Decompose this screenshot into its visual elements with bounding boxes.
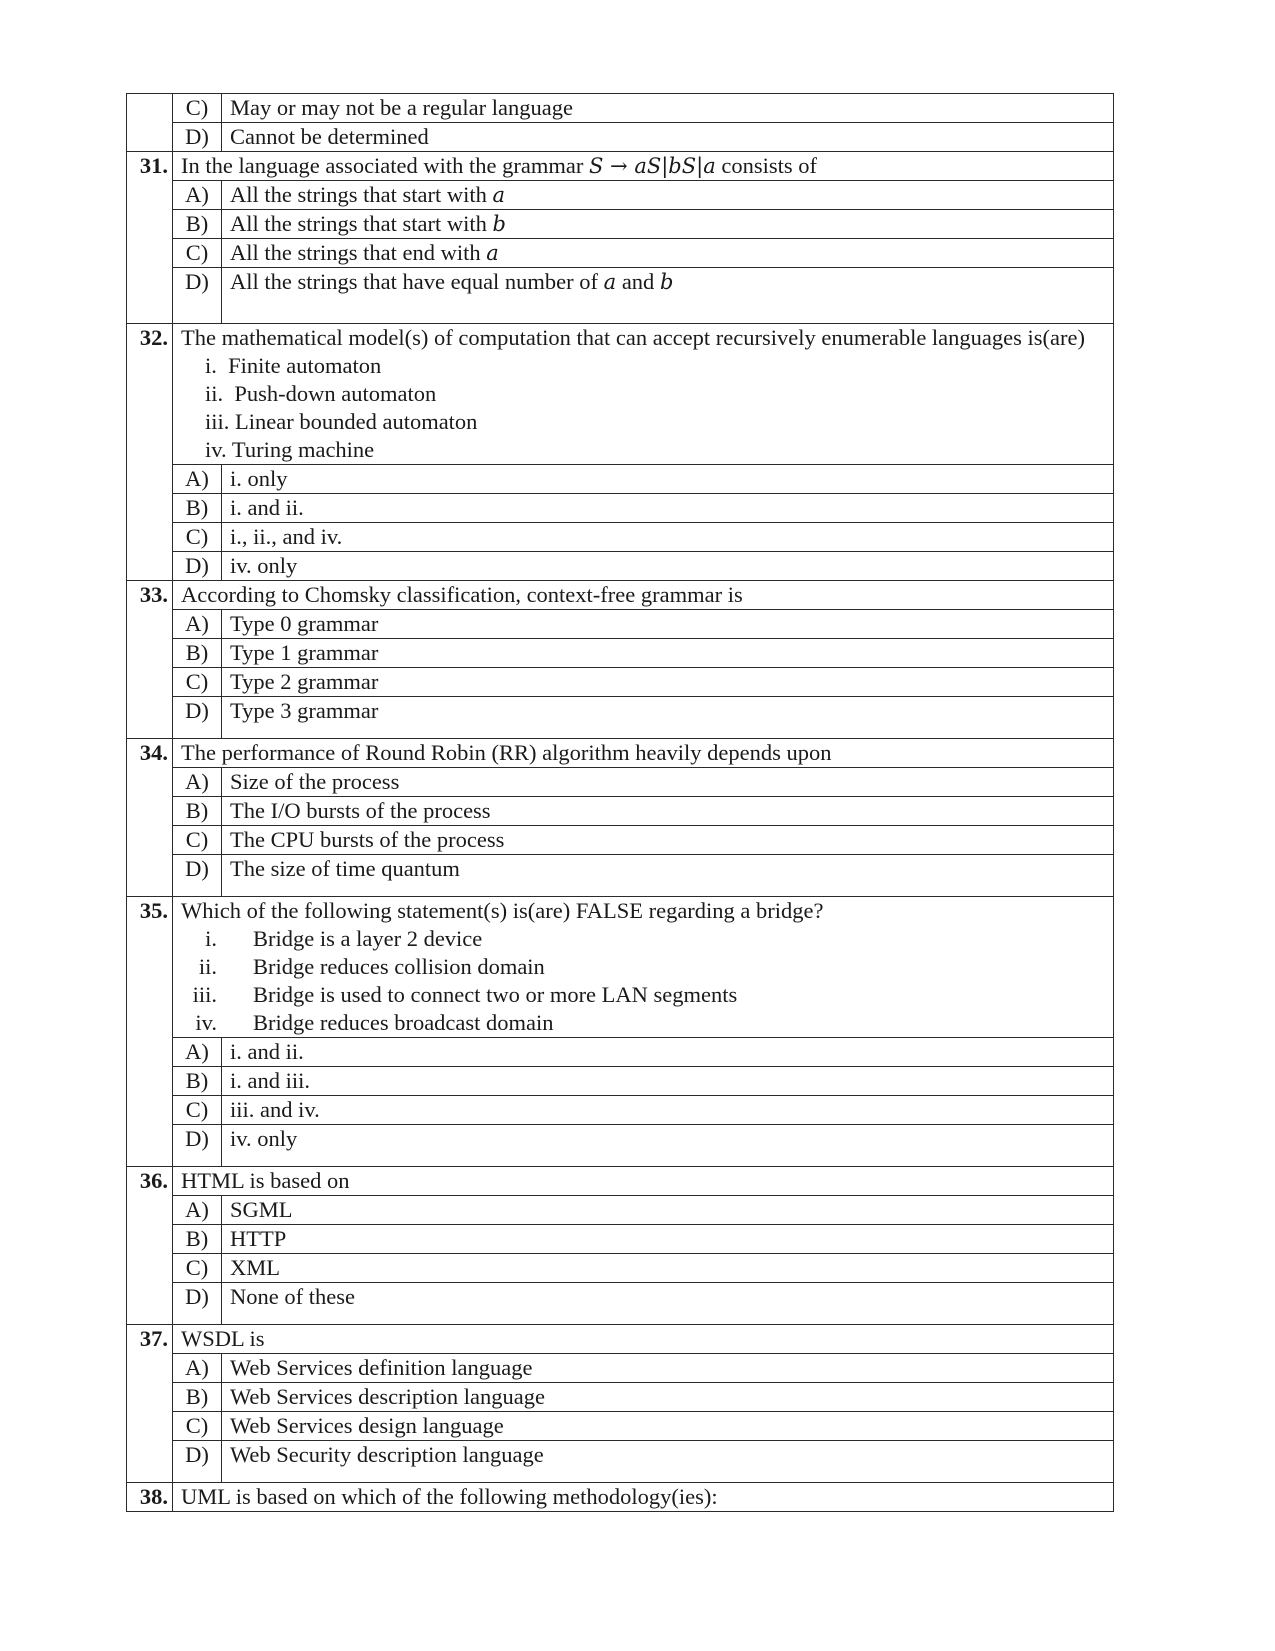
option-row (127, 210, 1114, 239)
option-text: SGML (222, 1196, 1114, 1225)
statement-list (181, 925, 1113, 1037)
statement-text: Bridge reduces collision domain (253, 954, 545, 979)
option-text: Cannot be determined (222, 123, 1114, 152)
option-letter: A) (173, 181, 222, 210)
question-row (127, 1483, 1114, 1512)
option-letter: B) (173, 797, 222, 826)
question-row (127, 739, 1114, 768)
question-number: 38. (127, 1483, 173, 1512)
option-letter: D) (173, 697, 222, 739)
option-text: Type 1 grammar (222, 639, 1114, 668)
question-number: 32. (127, 324, 173, 581)
question-number: 35. (127, 897, 173, 1167)
grammar-expression: S → aS|bS|a (588, 154, 716, 178)
option-row (127, 268, 1114, 324)
option-text (222, 239, 1114, 268)
option-row (127, 639, 1114, 668)
option-text (222, 210, 1114, 239)
stem-text: Which of the following statement(s) is(are) FALSE regarding a bridge? (181, 898, 824, 923)
option-label: and (616, 269, 660, 294)
option-letter: A) (173, 610, 222, 639)
option-row (127, 1283, 1114, 1325)
option-row (127, 465, 1114, 494)
statement-item (181, 1009, 1113, 1037)
option-row (127, 797, 1114, 826)
option-letter: B) (173, 1383, 222, 1412)
question-row (127, 897, 1114, 1038)
option-text: iv. only (222, 1125, 1114, 1167)
option-text: The size of time quantum (222, 855, 1114, 897)
option-letter: C) (173, 239, 222, 268)
option-letter: C) (173, 1254, 222, 1283)
statement-item: iv. Turing machine (205, 437, 375, 462)
option-row (127, 523, 1114, 552)
option-text: Size of the process (222, 768, 1114, 797)
option-text: i. and iii. (222, 1067, 1114, 1096)
option-row (127, 1225, 1114, 1254)
option-letter: B) (173, 1225, 222, 1254)
option-letter: C) (173, 826, 222, 855)
option-letter: B) (173, 494, 222, 523)
option-letter: C) (173, 1096, 222, 1125)
option-text: Type 3 grammar (222, 697, 1114, 739)
option-text: i. only (222, 465, 1114, 494)
question-number-cell (127, 94, 173, 152)
question-row (127, 581, 1114, 610)
math-symbol: a (486, 241, 499, 265)
statement-number: iv. (195, 1010, 217, 1035)
option-text: i. and ii. (222, 494, 1114, 523)
option-letter: A) (173, 1038, 222, 1067)
math-symbol: a (492, 183, 506, 207)
question-stem: According to Chomsky classification, context-free grammar is (173, 581, 1114, 610)
option-text: Web Services definition language (222, 1354, 1114, 1383)
option-row (127, 1412, 1114, 1441)
option-text: i., ii., and iv. (222, 523, 1114, 552)
option-row (127, 494, 1114, 523)
question-number: 31. (127, 152, 173, 324)
statement-item (181, 953, 1113, 981)
option-row (127, 1096, 1114, 1125)
option-row (127, 1383, 1114, 1412)
option-letter: C) (173, 668, 222, 697)
statement-number: iii. (192, 982, 217, 1007)
option-text: iv. only (222, 552, 1114, 581)
option-letter: D) (173, 123, 222, 152)
option-text: Type 2 grammar (222, 668, 1114, 697)
option-letter: A) (173, 1196, 222, 1225)
question-stem (173, 897, 1114, 1038)
stem-text: consists of (715, 153, 817, 178)
statement-text: Bridge is used to connect two or more LAN segments (253, 982, 738, 1007)
option-text: The I/O bursts of the process (222, 797, 1114, 826)
option-text: XML (222, 1254, 1114, 1283)
option-letter: C) (173, 1412, 222, 1441)
option-row (127, 239, 1114, 268)
option-row (127, 668, 1114, 697)
option-letter: C) (173, 94, 222, 123)
statement-item: iii. Linear bounded automaton (205, 409, 478, 434)
question-stem: WSDL is (173, 1325, 1114, 1354)
option-row (127, 181, 1114, 210)
statement-item (181, 925, 1113, 953)
option-row (127, 123, 1114, 152)
option-row (127, 552, 1114, 581)
statement-number: ii. (198, 954, 217, 979)
statement-item (181, 981, 1113, 1009)
option-row (127, 1125, 1114, 1167)
question-stem (173, 152, 1114, 181)
statement-item: ii. Push-down automaton (205, 381, 437, 406)
question-number: 33. (127, 581, 173, 739)
question-row (127, 324, 1114, 465)
option-row (127, 1254, 1114, 1283)
option-letter: A) (173, 1354, 222, 1383)
option-row (127, 1038, 1114, 1067)
question-number: 36. (127, 1167, 173, 1325)
question-row (127, 1167, 1114, 1196)
option-text: iii. and iv. (222, 1096, 1114, 1125)
option-text (222, 181, 1114, 210)
option-label: All the strings that start with (230, 211, 493, 236)
option-row (127, 826, 1114, 855)
question-stem (173, 324, 1114, 465)
option-text: Web Services description language (222, 1383, 1114, 1412)
option-text: Web Security description language (222, 1441, 1114, 1483)
statement-text: Bridge reduces broadcast domain (253, 1010, 554, 1035)
option-row (127, 1196, 1114, 1225)
question-row (127, 152, 1114, 181)
question-stem: The performance of Round Robin (RR) algorithm heavily depends upon (173, 739, 1114, 768)
option-text: Web Services design language (222, 1412, 1114, 1441)
option-label: All the strings that end with (230, 240, 487, 265)
statement-number: i. (205, 926, 217, 951)
option-row (127, 1441, 1114, 1483)
option-text: Type 0 grammar (222, 610, 1114, 639)
option-text: May or may not be a regular language (222, 94, 1114, 123)
option-row (127, 1354, 1114, 1383)
option-letter: D) (173, 1125, 222, 1167)
option-label: All the strings that start with (230, 182, 493, 207)
option-letter: D) (173, 855, 222, 897)
question-row (127, 1325, 1114, 1354)
option-letter: B) (173, 639, 222, 668)
question-number: 37. (127, 1325, 173, 1483)
question-number: 34. (127, 739, 173, 897)
statement-list (181, 352, 1103, 464)
option-text: The CPU bursts of the process (222, 826, 1114, 855)
question-stem: HTML is based on (173, 1167, 1114, 1196)
stem-text: In the language associated with the grammar (181, 153, 589, 178)
option-row (127, 610, 1114, 639)
option-letter: B) (173, 1067, 222, 1096)
option-row (127, 768, 1114, 797)
math-symbol: a (603, 270, 617, 294)
option-letter: A) (173, 465, 222, 494)
question-stem: UML is based on which of the following methodology(ies): (173, 1483, 1114, 1512)
option-letter: D) (173, 552, 222, 581)
option-row (127, 94, 1114, 123)
option-row (127, 855, 1114, 897)
option-letter: D) (173, 1283, 222, 1325)
option-row (127, 697, 1114, 739)
option-letter: D) (173, 1441, 222, 1483)
option-row (127, 1067, 1114, 1096)
option-letter: C) (173, 523, 222, 552)
option-letter: B) (173, 210, 222, 239)
option-text: HTTP (222, 1225, 1114, 1254)
statement-text: Bridge is a layer 2 device (253, 926, 483, 951)
math-symbol: b (659, 270, 674, 294)
option-label: All the strings that have equal number of (230, 269, 604, 294)
stem-text: The mathematical model(s) of computation that can accept recursively enumerable languages is(are) (181, 325, 1085, 350)
option-text (222, 268, 1114, 324)
option-text: None of these (222, 1283, 1114, 1325)
option-text: i. and ii. (222, 1038, 1114, 1067)
option-letter: D) (173, 268, 222, 324)
question-table (126, 93, 1114, 1512)
option-letter: A) (173, 768, 222, 797)
statement-item: i. Finite automaton (205, 353, 382, 378)
math-symbol: b (492, 212, 506, 236)
